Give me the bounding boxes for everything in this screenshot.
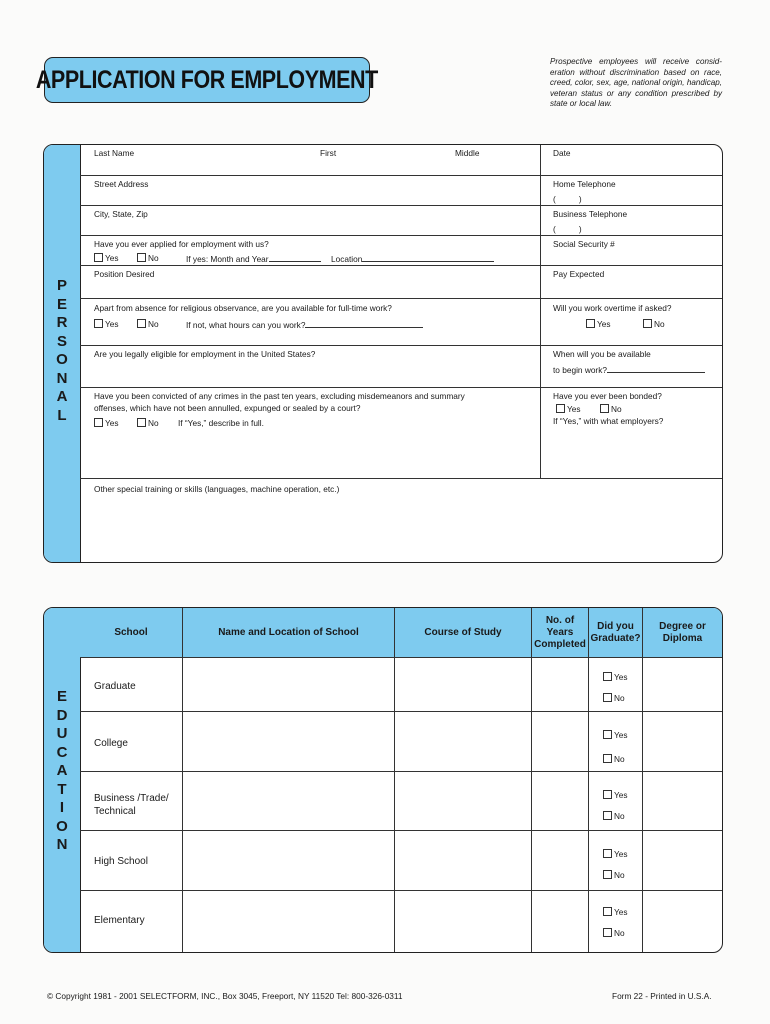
other-training-field[interactable] [84,497,716,557]
bonded-question: Have you ever been bonded? [553,391,662,401]
business-yes-option[interactable]: Yes [603,790,628,800]
bonded-employers-label: If “Yes,” with what employers? [553,416,664,426]
row-label-business-trade: Business /Trade/ Technical [94,793,169,817]
full-time-no-option[interactable]: No [137,319,159,329]
applied-yes-checkbox[interactable] [94,253,103,262]
applied-yes-option[interactable]: Yes [94,253,119,263]
row-divider [80,478,722,479]
grid-line [80,830,722,831]
grid-line [182,608,183,952]
copyright-notice: © Copyright 1981 - 2001 SELECTFORM, INC., Box 3045, Freeport, NY 11520 Tel: 800-326-0311 [47,991,403,1001]
bonded-yes-checkbox[interactable] [556,404,565,413]
overtime-question: Will you work overtime if asked? [553,303,672,313]
pay-expected-field[interactable] [549,280,717,296]
college-yes-option[interactable]: Yes [603,730,628,740]
applied-location-label: Location [331,253,494,264]
college-no-checkbox[interactable] [603,754,612,763]
begin-work-line[interactable] [607,364,705,373]
business-no-option[interactable]: No [603,811,625,821]
home-telephone-area-code: ( ) [553,194,582,204]
personal-section [43,144,723,563]
position-desired-label: Position Desired [94,269,155,279]
personal-side-label: P E R S O N A L [56,277,68,424]
conviction-yes-option[interactable]: Yes [94,418,119,428]
grid-line [80,771,722,772]
business-yes-checkbox[interactable] [603,790,612,799]
college-no-option[interactable]: No [603,754,625,764]
first-name-label: First [320,148,337,158]
row-label-elementary: Elementary [94,915,145,926]
eligibility-field[interactable] [84,361,534,385]
high-school-yes-checkbox[interactable] [603,849,612,858]
personal-column-divider [540,145,541,478]
grid-line [80,890,722,891]
street-address-field[interactable] [84,190,534,203]
business-no-checkbox[interactable] [603,811,612,820]
col-header-degree: Degree or Diploma [643,608,722,657]
row-divider [80,265,722,266]
eligibility-question: Are you legally eligible for employment in the United States? [94,349,316,359]
full-time-yes-checkbox[interactable] [94,319,103,328]
begin-work-label: to begin work? [553,364,705,375]
bonded-no-checkbox[interactable] [600,404,609,413]
applied-before-question: Have you ever applied for employment with us? [94,239,269,249]
social-security-label: Social Security # [553,239,615,249]
applied-month-year-label: If yes: Month and Year [186,253,321,264]
middle-name-label: Middle [455,148,480,158]
form-title: APPLICATION FOR EMPLOYMENT [36,65,378,94]
business-telephone-label: Business Telephone [553,209,628,219]
date-label: Date [553,148,571,158]
grid-line [531,608,532,952]
col-header-graduate: Did you Graduate? [589,608,642,657]
business-telephone-area-code: ( ) [553,224,582,234]
date-field[interactable] [549,159,717,173]
applied-no-checkbox[interactable] [137,253,146,262]
row-divider [80,175,722,176]
conviction-yes-checkbox[interactable] [94,418,103,427]
graduate-yes-checkbox[interactable] [603,672,612,681]
bonded-no-option[interactable]: No [600,404,622,414]
grid-line [80,657,722,658]
hours-available-line[interactable] [305,319,423,328]
conviction-question-line2: offenses, which have not been annulled, expunged or sealed by a court? [94,403,361,413]
city-state-zip-label: City, State, Zip [94,209,148,219]
full-time-yes-option[interactable]: Yes [94,319,119,329]
full-time-no-checkbox[interactable] [137,319,146,328]
row-label-college: College [94,738,128,749]
row-divider [80,235,722,236]
applied-location-line[interactable] [362,253,494,262]
col-header-course: Course of Study [395,608,531,657]
form-title-box [36,57,378,103]
col-header-years: No. of Years Completed [532,608,588,657]
row-divider [80,387,722,388]
last-name-field[interactable] [84,159,534,173]
bonded-yes-option[interactable]: Yes [556,404,581,414]
overtime-no-option[interactable]: No [643,319,665,329]
full-time-question: Apart from absence for religious observance, are you available for full-time work? [94,303,392,313]
conviction-no-option[interactable]: No [137,418,159,428]
elementary-no-checkbox[interactable] [603,928,612,937]
hours-available-label: If not, what hours can you work? [186,319,423,330]
business-telephone-field[interactable] [549,220,717,233]
high-school-yes-option[interactable]: Yes [603,849,628,859]
conviction-no-checkbox[interactable] [137,418,146,427]
col-header-school: School [80,608,182,657]
social-security-field[interactable] [549,250,717,263]
overtime-yes-checkbox[interactable] [586,319,595,328]
elementary-yes-option[interactable]: Yes [603,907,628,917]
graduate-no-option[interactable]: No [603,693,625,703]
home-telephone-field[interactable] [549,190,717,203]
city-state-zip-field[interactable] [84,220,534,233]
grid-line [588,608,589,952]
applied-month-year-line[interactable] [269,253,321,262]
conviction-describe-label: If “Yes,” describe in full. [178,418,264,428]
bonded-employers-field[interactable] [549,429,717,475]
row-divider [80,345,722,346]
graduate-no-checkbox[interactable] [603,693,612,702]
college-yes-checkbox[interactable] [603,730,612,739]
conviction-describe-field[interactable] [84,431,534,475]
street-address-label: Street Address [94,179,149,189]
row-divider [80,205,722,206]
conviction-question-line1: Have you been convicted of any crimes in the past ten years, excluding misdemeanors and summary [94,391,465,401]
eeo-notice: Prospective employees will receive consid- eration without discrimination based on race, creed, color, sex, age, national origin, handicap, veteran status or any condition prescribed by state or local law. [550,57,722,108]
col-header-name-location: Name and Location of School [183,608,394,657]
elementary-yes-checkbox[interactable] [603,907,612,916]
high-school-no-checkbox[interactable] [603,870,612,879]
grid-line [80,711,722,712]
grid-line [642,608,643,952]
other-training-label: Other special training or skills (languages, machine operation, etc.) [94,484,340,494]
elementary-no-option[interactable]: No [603,928,625,938]
grid-line [394,608,395,952]
last-name-label: Last Name [94,148,135,158]
education-section [43,607,723,953]
overtime-no-checkbox[interactable] [643,319,652,328]
education-side-label: E D U C A T I O N [56,688,68,853]
applied-no-option[interactable]: No [137,253,159,263]
overtime-yes-option[interactable]: Yes [586,319,611,329]
row-label-graduate: Graduate [94,681,136,692]
graduate-yes-option[interactable]: Yes [603,672,628,682]
position-desired-field[interactable] [84,280,534,296]
form-number: Form 22 - Printed in U.S.A. [612,991,712,1001]
home-telephone-label: Home Telephone [553,179,616,189]
row-divider [80,298,722,299]
availability-label: When will you be available [553,349,651,359]
row-label-high-school: High School [94,856,148,867]
pay-expected-label: Pay Expected [553,269,605,279]
high-school-no-option[interactable]: No [603,870,625,880]
